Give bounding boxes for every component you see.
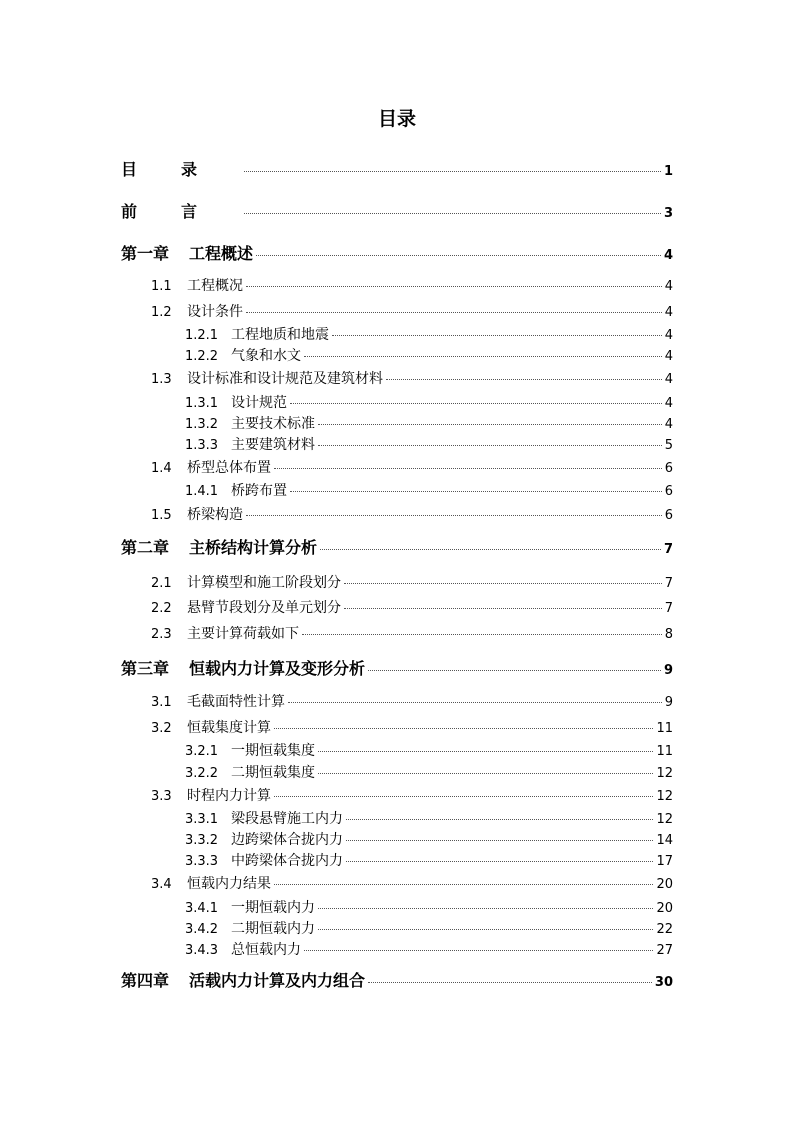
leader-dots (386, 379, 662, 380)
leader-dots (318, 773, 653, 774)
toc-entry[interactable] (151, 505, 673, 526)
toc-entry[interactable] (151, 692, 673, 713)
toc-entry[interactable] (185, 830, 673, 851)
toc-number: 第一章 (121, 244, 170, 263)
toc-number: 2.1 (151, 576, 172, 591)
toc-number: 1.4.1 (185, 484, 219, 499)
toc-entry[interactable] (185, 898, 673, 919)
toc-title: 主桥结构计算分析 (189, 538, 318, 557)
leader-dots (318, 424, 662, 425)
toc-page: 12 (656, 812, 673, 827)
leader-dots (320, 549, 661, 550)
toc-title: 主要计算荷载如下 (187, 626, 299, 642)
toc-number: 1.2 (151, 305, 172, 320)
toc-page: 30 (654, 975, 673, 990)
toc-entry[interactable] (151, 276, 673, 297)
leader-dots (344, 583, 662, 584)
leader-dots (318, 751, 653, 752)
leader-dots (344, 608, 662, 609)
toc-entry[interactable] (151, 573, 673, 594)
toc-entry[interactable] (185, 435, 673, 456)
leader-dots (246, 312, 662, 313)
toc-title: 时程内力计算 (187, 788, 271, 804)
toc-number: 2.2 (151, 601, 172, 616)
toc-number: 1.3.3 (185, 438, 219, 453)
toc-title: 恒载内力结果 (187, 876, 271, 892)
leader-dots (302, 634, 662, 635)
toc-page: 20 (656, 901, 673, 916)
toc-title: 一期恒载内力 (231, 900, 315, 916)
toc-page: 4 (664, 396, 673, 411)
toc-entry[interactable] (121, 971, 673, 993)
toc-title: 桥梁构造 (187, 507, 243, 523)
toc-page: 4 (664, 305, 673, 320)
toc-entry[interactable] (151, 718, 673, 739)
toc-page: 1 (663, 164, 673, 179)
toc-page: 11 (656, 744, 673, 759)
leader-dots (368, 982, 652, 983)
toc-number: 2.3 (151, 627, 172, 642)
toc-number: 3.2.2 (185, 766, 219, 781)
toc-title: 一期恒载集度 (231, 743, 315, 759)
toc-title: 总恒载内力 (231, 942, 301, 958)
toc-page: 9 (664, 695, 673, 710)
toc-entry[interactable] (121, 538, 673, 560)
toc-page: 5 (664, 438, 673, 453)
leader-dots (274, 884, 653, 885)
toc-entry[interactable] (151, 874, 673, 895)
toc-title: 梁段悬臂施工内力 (231, 811, 343, 827)
leader-dots (274, 728, 653, 729)
leader-dots (288, 702, 662, 703)
toc-page: 4 (664, 349, 673, 364)
toc-title: 恒载内力计算及变形分析 (189, 659, 366, 678)
toc-title: 桥跨布置 (231, 483, 287, 499)
toc-page: 4 (664, 372, 673, 387)
toc-entry[interactable] (151, 458, 673, 479)
leader-dots (290, 403, 662, 404)
leader-dots (346, 840, 653, 841)
toc-page: 17 (656, 854, 673, 869)
toc-number: 3.3.3 (185, 854, 219, 869)
toc-number: 第三章 (121, 659, 170, 678)
leader-dots (244, 171, 661, 172)
toc-title: 设计条件 (187, 304, 243, 320)
leader-dots (332, 335, 662, 336)
toc-entry[interactable] (185, 851, 673, 872)
toc-page: 12 (656, 789, 673, 804)
toc-number: 目录 (121, 160, 242, 179)
toc-entry[interactable] (185, 393, 673, 414)
toc-entry[interactable] (185, 763, 673, 784)
leader-dots (346, 861, 653, 862)
toc-page: 11 (656, 721, 673, 736)
leader-dots (318, 445, 662, 446)
toc-number: 1.5 (151, 508, 172, 523)
toc-page: 3 (663, 206, 673, 221)
toc-title: 桥型总体布置 (187, 460, 271, 476)
toc-page: 6 (664, 484, 673, 499)
toc-title: 恒载集度计算 (187, 720, 271, 736)
toc-entry[interactable] (185, 919, 673, 940)
toc-title: 计算模型和施工阶段划分 (187, 575, 341, 591)
toc-number: 1.1 (151, 279, 172, 294)
leader-dots (368, 670, 661, 671)
toc-number: 1.2.2 (185, 349, 219, 364)
toc-entry[interactable] (185, 741, 673, 762)
toc-page: 7 (664, 601, 673, 616)
toc-title: 设计标准和设计规范及建筑材料 (187, 371, 383, 387)
toc-number: 3.4 (151, 877, 172, 892)
toc-number: 1.2.1 (185, 328, 219, 343)
toc-entry[interactable] (185, 940, 673, 961)
toc-entry[interactable] (151, 369, 673, 390)
toc-number: 前言 (121, 202, 242, 221)
leader-dots (290, 491, 662, 492)
toc-title: 悬臂节段划分及单元划分 (187, 600, 341, 616)
toc-number: 3.1 (151, 695, 172, 710)
leader-dots (346, 819, 653, 820)
toc-number: 第四章 (121, 971, 170, 990)
toc-entry[interactable] (185, 414, 673, 435)
toc-page: 7 (663, 542, 673, 557)
toc-page: 6 (664, 508, 673, 523)
toc-entry[interactable] (121, 659, 673, 681)
toc-entry[interactable] (151, 598, 673, 619)
toc-title: 主要技术标准 (231, 416, 315, 432)
page-title: 目录 (377, 108, 416, 130)
toc-entry[interactable] (121, 160, 673, 182)
toc-entry[interactable] (185, 325, 673, 346)
toc-title: 主要建筑材料 (231, 437, 315, 453)
toc-page: 4 (664, 279, 673, 294)
toc-page: 4 (664, 417, 673, 432)
toc-number: 3.2 (151, 721, 172, 736)
leader-dots (244, 213, 661, 214)
toc-number: 1.3.1 (185, 396, 219, 411)
leader-dots (304, 356, 662, 357)
toc-entry[interactable] (121, 202, 673, 224)
toc-number: 第二章 (121, 538, 170, 557)
toc-title: 工程概述 (189, 244, 254, 263)
toc-title: 工程概况 (187, 278, 243, 294)
toc-title: 毛截面特性计算 (187, 694, 285, 710)
toc-title: 设计规范 (231, 395, 287, 411)
toc-number: 3.4.1 (185, 901, 219, 916)
toc-entry[interactable] (185, 809, 673, 830)
toc-entry[interactable] (185, 346, 673, 367)
toc-entry[interactable] (121, 244, 673, 266)
toc-page: 14 (656, 833, 673, 848)
toc-title: 活载内力计算及内力组合 (189, 971, 366, 990)
toc-page: 9 (663, 663, 673, 678)
toc-page: 22 (656, 922, 673, 937)
toc-title: 边跨梁体合拢内力 (231, 832, 343, 848)
toc-page: 8 (664, 627, 673, 642)
toc-number: 1.4 (151, 461, 172, 476)
toc-number: 3.3.2 (185, 833, 219, 848)
toc-title: 工程地质和地震 (231, 327, 329, 343)
leader-dots (246, 286, 662, 287)
toc-number: 3.2.1 (185, 744, 219, 759)
toc-page: 4 (663, 248, 673, 263)
toc-number: 3.3.1 (185, 812, 219, 827)
toc-number: 1.3.2 (185, 417, 219, 432)
toc-number: 3.3 (151, 789, 172, 804)
toc-page: 27 (656, 943, 673, 958)
toc-number: 3.4.3 (185, 943, 219, 958)
toc-entry[interactable] (151, 302, 673, 323)
toc-page: 12 (656, 766, 673, 781)
toc-number: 3.4.2 (185, 922, 219, 937)
leader-dots (318, 908, 653, 909)
toc-page: 4 (664, 328, 673, 343)
leader-dots (274, 468, 662, 469)
leader-dots (274, 796, 653, 797)
toc-page: 20 (656, 877, 673, 892)
leader-dots (318, 929, 653, 930)
toc-entry[interactable] (151, 624, 673, 645)
leader-dots (256, 255, 661, 256)
toc-title: 中跨梁体合拢内力 (231, 853, 343, 869)
toc-title: 气象和水文 (231, 348, 301, 364)
toc-page: 6 (664, 461, 673, 476)
toc-entry[interactable] (151, 786, 673, 807)
toc-title: 二期恒载内力 (231, 921, 315, 937)
leader-dots (304, 950, 653, 951)
leader-dots (246, 515, 662, 516)
toc-number: 1.3 (151, 372, 172, 387)
toc-title: 二期恒载集度 (231, 765, 315, 781)
toc-page: 7 (664, 576, 673, 591)
toc-entry[interactable] (185, 481, 673, 502)
